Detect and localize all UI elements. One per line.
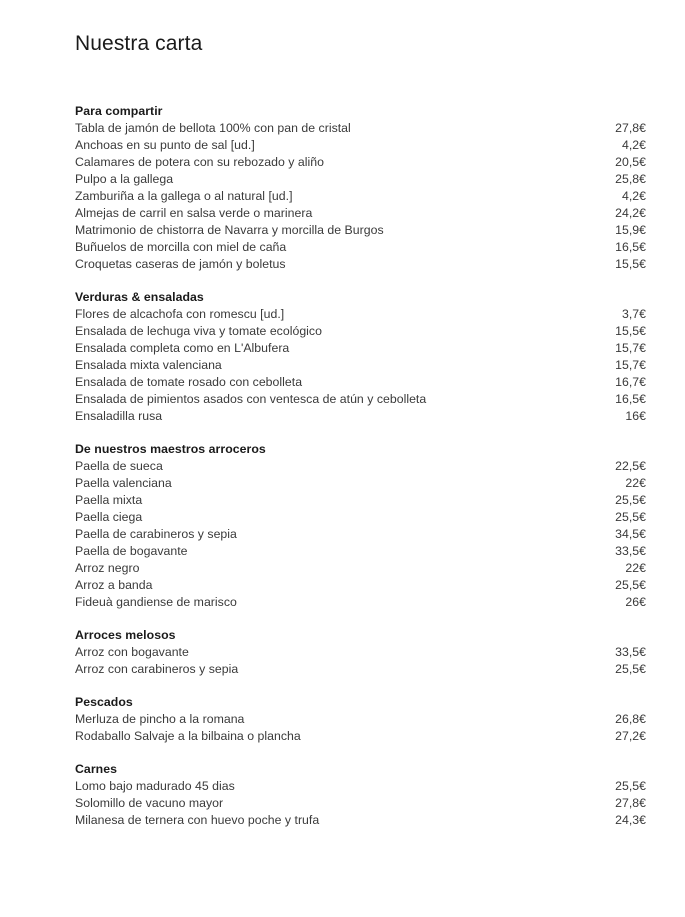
menu-item-price: 27,8€	[615, 796, 646, 810]
menu-item-name: Arroz negro	[75, 561, 140, 575]
menu-item-price: 27,2€	[615, 729, 646, 743]
menu-item-name: Ensalada mixta valenciana	[75, 358, 222, 372]
menu-item-name: Arroz con bogavante	[75, 645, 189, 659]
menu-item	[75, 577, 646, 594]
menu-item-name: Paella de bogavante	[75, 544, 188, 558]
menu-item-name: Rodaballo Salvaje a la bilbaina o plancha	[75, 729, 301, 743]
menu-item-name: Tabla de jamón de bellota 100% con pan de cristal	[75, 121, 351, 135]
menu-item-list	[75, 306, 646, 425]
menu-item	[75, 340, 646, 357]
menu-item-price: 22€	[625, 476, 646, 490]
menu-item-list	[75, 711, 646, 745]
menu-item-price: 25,5€	[615, 578, 646, 592]
menu-item	[75, 728, 646, 745]
menu-item-price: 16,5€	[615, 392, 646, 406]
menu-item-name: Milanesa de ternera con huevo poche y trufa	[75, 813, 320, 827]
menu-item-name: Pulpo a la gallega	[75, 172, 174, 186]
menu-item-price: 25,5€	[615, 779, 646, 793]
menu-item-name: Croquetas caseras de jamón y boletus	[75, 257, 286, 271]
menu-item-name: Ensalada de lechuga viva y tomate ecológico	[75, 324, 322, 338]
menu-item-name: Paella mixta	[75, 493, 143, 507]
menu-item-name: Paella ciega	[75, 510, 143, 524]
menu-item	[75, 306, 646, 323]
menu-item-name: Matrimonio de chistorra de Navarra y morcilla de Burgos	[75, 223, 384, 237]
menu-item	[75, 526, 646, 543]
page-title: Nuestra carta	[75, 32, 203, 55]
menu-item	[75, 812, 646, 829]
menu-item-price: 24,2€	[615, 206, 646, 220]
menu-item	[75, 795, 646, 812]
menu-item	[75, 154, 646, 171]
menu-item-price: 15,7€	[615, 341, 646, 355]
menu-item-name: Solomillo de vacuno mayor	[75, 796, 224, 810]
section-heading: Verduras & ensaladas	[75, 290, 204, 304]
menu-item	[75, 222, 646, 239]
menu-item	[75, 323, 646, 340]
menu-item-price: 16,7€	[615, 375, 646, 389]
menu-item-price: 25,5€	[615, 510, 646, 524]
menu-item-name: Merluza de pincho a la romana	[75, 712, 245, 726]
menu-item-price: 24,3€	[615, 813, 646, 827]
menu-item	[75, 543, 646, 560]
menu-item-name: Anchoas en su punto de sal [ud.]	[75, 138, 255, 152]
menu-item	[75, 475, 646, 492]
menu-item-price: 4,2€	[621, 138, 646, 152]
menu-item-name: Calamares de potera con su rebozado y aliño	[75, 155, 324, 169]
menu-item-price: 22€	[625, 561, 646, 575]
menu-item	[75, 711, 646, 728]
menu-item-price: 15,7€	[615, 358, 646, 372]
menu-item-price: 33,5€	[615, 544, 646, 558]
menu-item-price: 16€	[625, 409, 646, 423]
menu-item-name: Almejas de carril en salsa verde o marinera	[75, 206, 313, 220]
menu-item	[75, 594, 646, 611]
menu-item	[75, 778, 646, 795]
menu-item	[75, 171, 646, 188]
menu-item-name: Paella de carabineros y sepia	[75, 527, 237, 541]
menu-item-name: Buñuelos de morcilla con miel de caña	[75, 240, 287, 254]
menu-item	[75, 492, 646, 509]
menu-item-name: Zamburiña a la gallega o al natural [ud.]	[75, 189, 293, 203]
menu-section	[75, 761, 646, 829]
menu-item	[75, 256, 646, 273]
section-heading: Para compartir	[75, 104, 163, 118]
menu-section	[75, 694, 646, 745]
menu-item	[75, 644, 646, 661]
menu-item-name: Flores de alcachofa con romescu [ud.]	[75, 307, 285, 321]
menu-item-name: Paella de sueca	[75, 459, 163, 473]
menu-item-price: 16,5€	[615, 240, 646, 254]
menu-item	[75, 188, 646, 205]
menu-item-price: 26€	[625, 595, 646, 609]
menu-item-name: Arroz a banda	[75, 578, 153, 592]
menu-item	[75, 408, 646, 425]
section-heading: Carnes	[75, 762, 117, 776]
menu-item-name: Ensalada completa como en L'Albufera	[75, 341, 290, 355]
menu-item-price: 25,5€	[615, 493, 646, 507]
menu-item	[75, 357, 646, 374]
section-heading: De nuestros maestros arroceros	[75, 442, 266, 456]
menu-item	[75, 458, 646, 475]
menu-item-name: Lomo bajo madurado 45 dias	[75, 779, 235, 793]
menu-item-name: Arroz con carabineros y sepia	[75, 662, 239, 676]
menu-item	[75, 661, 646, 678]
menu-section	[75, 627, 646, 678]
menu-item-list	[75, 778, 646, 829]
menu-item-price: 4,2€	[621, 189, 646, 203]
menu-section	[75, 103, 646, 273]
menu-item-price: 25,5€	[615, 662, 646, 676]
section-heading: Pescados	[75, 695, 133, 709]
menu-item-price: 15,9€	[615, 223, 646, 237]
menu-item	[75, 560, 646, 577]
menu-item	[75, 239, 646, 256]
menu-sections-container	[75, 103, 646, 829]
menu-item-price: 22,5€	[615, 459, 646, 473]
menu-item-price: 15,5€	[615, 324, 646, 338]
menu-item	[75, 120, 646, 137]
menu-section	[75, 441, 646, 611]
menu-item-list	[75, 644, 646, 678]
menu-section	[75, 289, 646, 425]
menu-item-price: 25,8€	[615, 172, 646, 186]
menu-item-price: 15,5€	[615, 257, 646, 271]
menu-item	[75, 509, 646, 526]
menu-item-name: Fideuà gandiense de marisco	[75, 595, 237, 609]
menu-item-name: Ensalada de tomate rosado con cebolleta	[75, 375, 303, 389]
menu-item-price: 3,7€	[621, 307, 646, 321]
section-heading: Arroces melosos	[75, 628, 176, 642]
menu-item-name: Ensaladilla rusa	[75, 409, 163, 423]
menu-item	[75, 205, 646, 222]
menu-item-price: 26,8€	[615, 712, 646, 726]
menu-item-price: 34,5€	[615, 527, 646, 541]
menu-item	[75, 374, 646, 391]
menu-item-list	[75, 120, 646, 273]
menu-item-list	[75, 458, 646, 611]
menu-item	[75, 391, 646, 408]
menu-item	[75, 137, 646, 154]
menu-item-price: 20,5€	[615, 155, 646, 169]
menu-item-price: 27,8€	[615, 121, 646, 135]
menu-item-price: 33,5€	[615, 645, 646, 659]
menu-item-name: Ensalada de pimientos asados con ventesca de atún y cebolleta	[75, 392, 427, 406]
menu-item-name: Paella valenciana	[75, 476, 172, 490]
